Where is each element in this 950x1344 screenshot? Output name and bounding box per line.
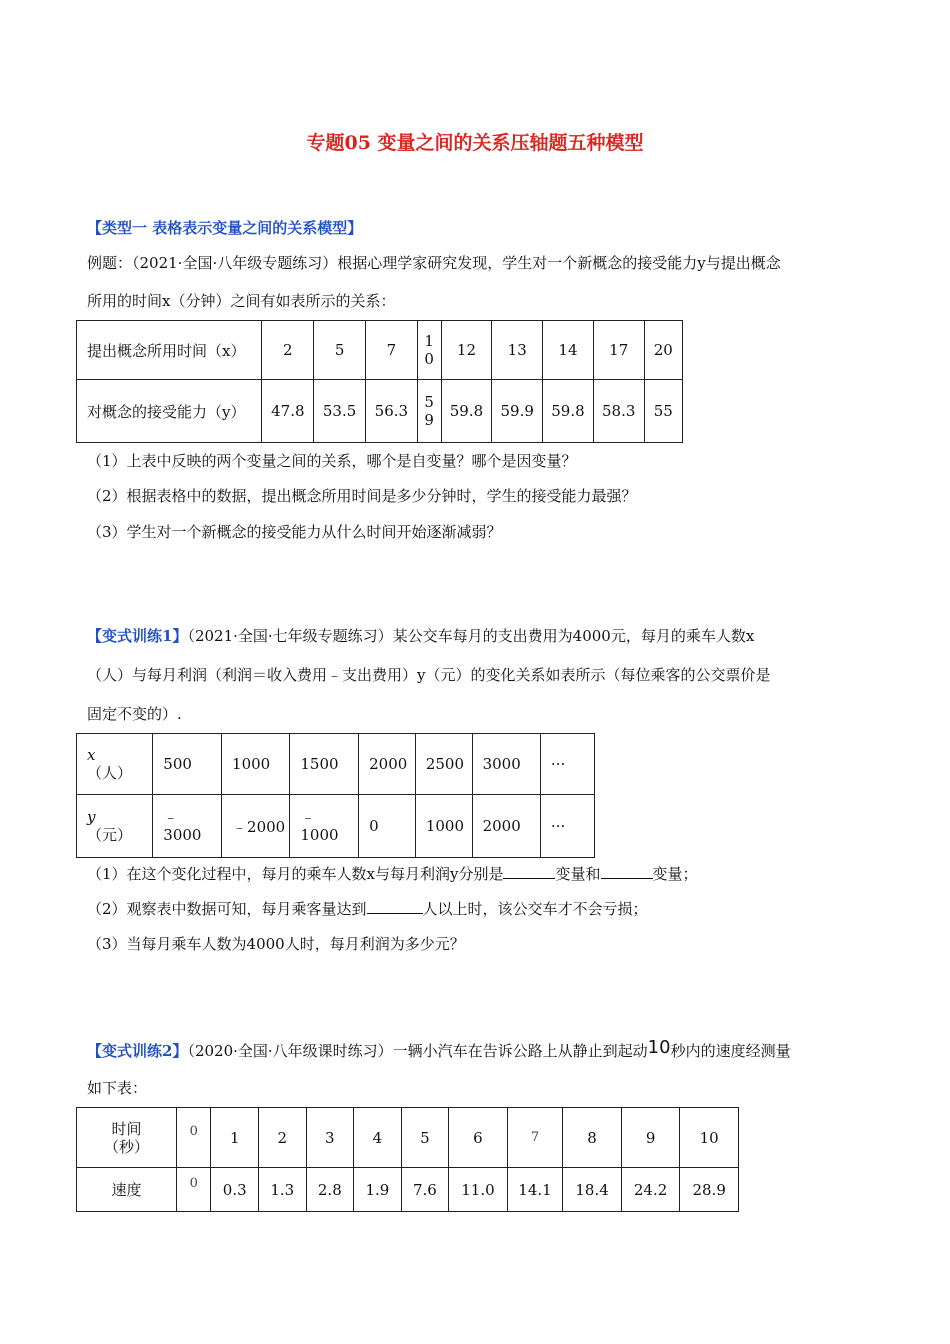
table-cell: 提出概念所用时间（x） xyxy=(77,321,262,380)
x-unit: （人） xyxy=(87,764,133,782)
answer-blank[interactable] xyxy=(601,864,653,879)
section2-question-3: （3）当每月乘车人数为4000人时，每月利润为多少元？ xyxy=(87,935,465,953)
q1-part-a: （1）在这个变化过程中，每月的乘车人数x与每月利润y分别是 xyxy=(87,865,504,883)
table-cell: 3000 xyxy=(472,734,540,795)
table-cell: 55 xyxy=(644,380,682,443)
table-cell: 1.9 xyxy=(354,1168,402,1212)
table-cell: 4 xyxy=(354,1108,402,1168)
table-cell: 8 xyxy=(563,1108,622,1168)
section2-heading: 【变式训练1】 xyxy=(87,627,188,645)
section1-intro-line2: 所用的时间x（分钟）之间有如表所示的关系： xyxy=(87,292,396,310)
table-cell: 28.9 xyxy=(680,1168,739,1212)
time-label: 时间 xyxy=(111,1119,142,1138)
table-cell: 10 xyxy=(680,1108,739,1168)
time-unit: （秒） xyxy=(103,1137,149,1156)
table-cell: 2000 xyxy=(359,734,416,795)
table-cell: 18.4 xyxy=(563,1168,622,1212)
q1-part-b: 变量和 xyxy=(555,865,601,883)
table-cell: 11.0 xyxy=(449,1168,508,1212)
table-cell: 47.8 xyxy=(262,380,314,443)
table-cell: 2.8 xyxy=(306,1168,354,1212)
table-cell: 速度 xyxy=(77,1168,177,1212)
table-cell: 0 xyxy=(176,1168,211,1212)
table-cell: 0 xyxy=(359,795,416,858)
table-row xyxy=(77,321,683,380)
table-cell: 2500 xyxy=(415,734,472,795)
table-cell-value: ﹣ 3000 xyxy=(163,808,202,844)
table-cell: 53.5 xyxy=(314,380,366,443)
section1-question-3: （3）学生对一个新概念的接受能力从什么时间开始逐渐减弱？ xyxy=(87,523,502,541)
table-cell xyxy=(77,734,153,795)
table-cell: 对概念的接受能力（y） xyxy=(77,380,262,443)
section1-intro-line1: 例题：（2021·全国·八年级专题练习）根据心理学家研究发现，学生对一个新概念的接受能力y与提出概念 xyxy=(87,254,781,272)
table-cell-value: 5 9 xyxy=(424,393,434,429)
section2-question-1 xyxy=(87,863,698,884)
q2-part-b: 人以上时，该公交车才不会亏损； xyxy=(422,900,648,918)
section3-line1-end: 秒内的速度经测量 xyxy=(670,1042,791,1060)
table-cell: 13 xyxy=(492,321,543,380)
table-cell xyxy=(77,1108,177,1168)
table-cell: 7 xyxy=(365,321,417,380)
table-cell xyxy=(417,321,441,380)
section1-question-2: （2）根据表格中的数据，提出概念所用时间是多少分钟时，学生的接受能力最强？ xyxy=(87,487,637,505)
section2-line3: 固定不变的）. xyxy=(87,705,182,723)
table-cell: 59.9 xyxy=(492,380,543,443)
table-row xyxy=(77,734,595,795)
section3-line2: 如下表： xyxy=(87,1079,148,1097)
table-row xyxy=(77,1108,739,1168)
section2-line1-text: （2021·全国·七年级专题练习）某公交车每月的支出费用为4000元，每月的乘车人数x xyxy=(187,627,755,645)
table-cell: 5 xyxy=(314,321,366,380)
table-cell: 2 xyxy=(259,1108,307,1168)
answer-blank[interactable] xyxy=(503,864,555,879)
section2-line1 xyxy=(87,625,754,646)
table-cell-value: 1 0 xyxy=(424,332,434,368)
table-cell: 9 xyxy=(621,1108,680,1168)
section2-table xyxy=(76,733,595,858)
table-cell: 2000 xyxy=(472,795,540,858)
table-cell: 1000 xyxy=(222,734,290,795)
table-cell: ··· xyxy=(540,734,594,795)
table-cell: ··· xyxy=(540,795,594,858)
table-cell xyxy=(290,795,359,858)
table-cell: 3 xyxy=(306,1108,354,1168)
table-cell: 58.3 xyxy=(593,380,644,443)
table-cell: 0 xyxy=(176,1108,211,1168)
table-cell: 7 xyxy=(507,1108,563,1168)
table-cell: 12 xyxy=(441,321,492,380)
section2-line2: （人）与每月利润（利润＝收入费用﹣支出费用）y（元）的变化关系如表所示（每位乘客的公交票价是 xyxy=(87,666,771,684)
section3-line1-text: （2020·全国·八年级课时练习）一辆小汽车在告诉公路上从静止到起动 xyxy=(187,1042,648,1060)
table-cell: 56.3 xyxy=(365,380,417,443)
section1-heading: 【类型一 表格表示变量之间的关系模型】 xyxy=(87,219,363,237)
table-cell: 14.1 xyxy=(507,1168,563,1212)
table-cell: 17 xyxy=(593,321,644,380)
section1-question-1: （1）上表中反映的两个变量之间的关系，哪个是自变量？哪个是因变量？ xyxy=(87,452,577,470)
table-cell: 59.8 xyxy=(543,380,594,443)
section1-table xyxy=(76,320,683,443)
q2-part-a: （2）观察表中数据可知，每月乘客量达到 xyxy=(87,900,367,918)
table-cell: 24.2 xyxy=(621,1168,680,1212)
section3-line1-number: 10 xyxy=(647,1037,671,1058)
y-variable: y xyxy=(87,808,96,826)
table-cell: 5 xyxy=(401,1108,449,1168)
table-cell: ﹣2000 xyxy=(222,795,290,858)
table-cell-value: ﹣ 1000 xyxy=(300,808,339,844)
table-cell: 20 xyxy=(644,321,682,380)
table-cell: 0.3 xyxy=(211,1168,259,1212)
table-row xyxy=(77,1168,739,1212)
table-cell: 1 xyxy=(211,1108,259,1168)
table-cell: 500 xyxy=(153,734,222,795)
table-cell: 1000 xyxy=(415,795,472,858)
table-cell xyxy=(77,795,153,858)
section3-heading: 【变式训练2】 xyxy=(87,1042,188,1060)
y-unit: （元） xyxy=(87,826,133,844)
section3-line1 xyxy=(87,1037,791,1061)
q1-part-c: 变量； xyxy=(652,865,698,883)
table-cell: 2 xyxy=(262,321,314,380)
section3-table xyxy=(76,1107,739,1212)
answer-blank[interactable] xyxy=(367,899,423,914)
table-cell xyxy=(153,795,222,858)
table-cell: 1.3 xyxy=(259,1168,307,1212)
table-cell: 6 xyxy=(449,1108,508,1168)
x-variable: x xyxy=(87,746,96,764)
table-cell xyxy=(417,380,441,443)
table-cell: 1500 xyxy=(290,734,359,795)
table-row xyxy=(77,795,595,858)
table-cell: 14 xyxy=(543,321,594,380)
section2-question-2 xyxy=(87,898,648,919)
page-title: 专题05 变量之间的关系压轴题五种模型 xyxy=(306,132,644,154)
table-row xyxy=(77,380,683,443)
table-cell: 7.6 xyxy=(401,1168,449,1212)
table-cell: 59.8 xyxy=(441,380,492,443)
